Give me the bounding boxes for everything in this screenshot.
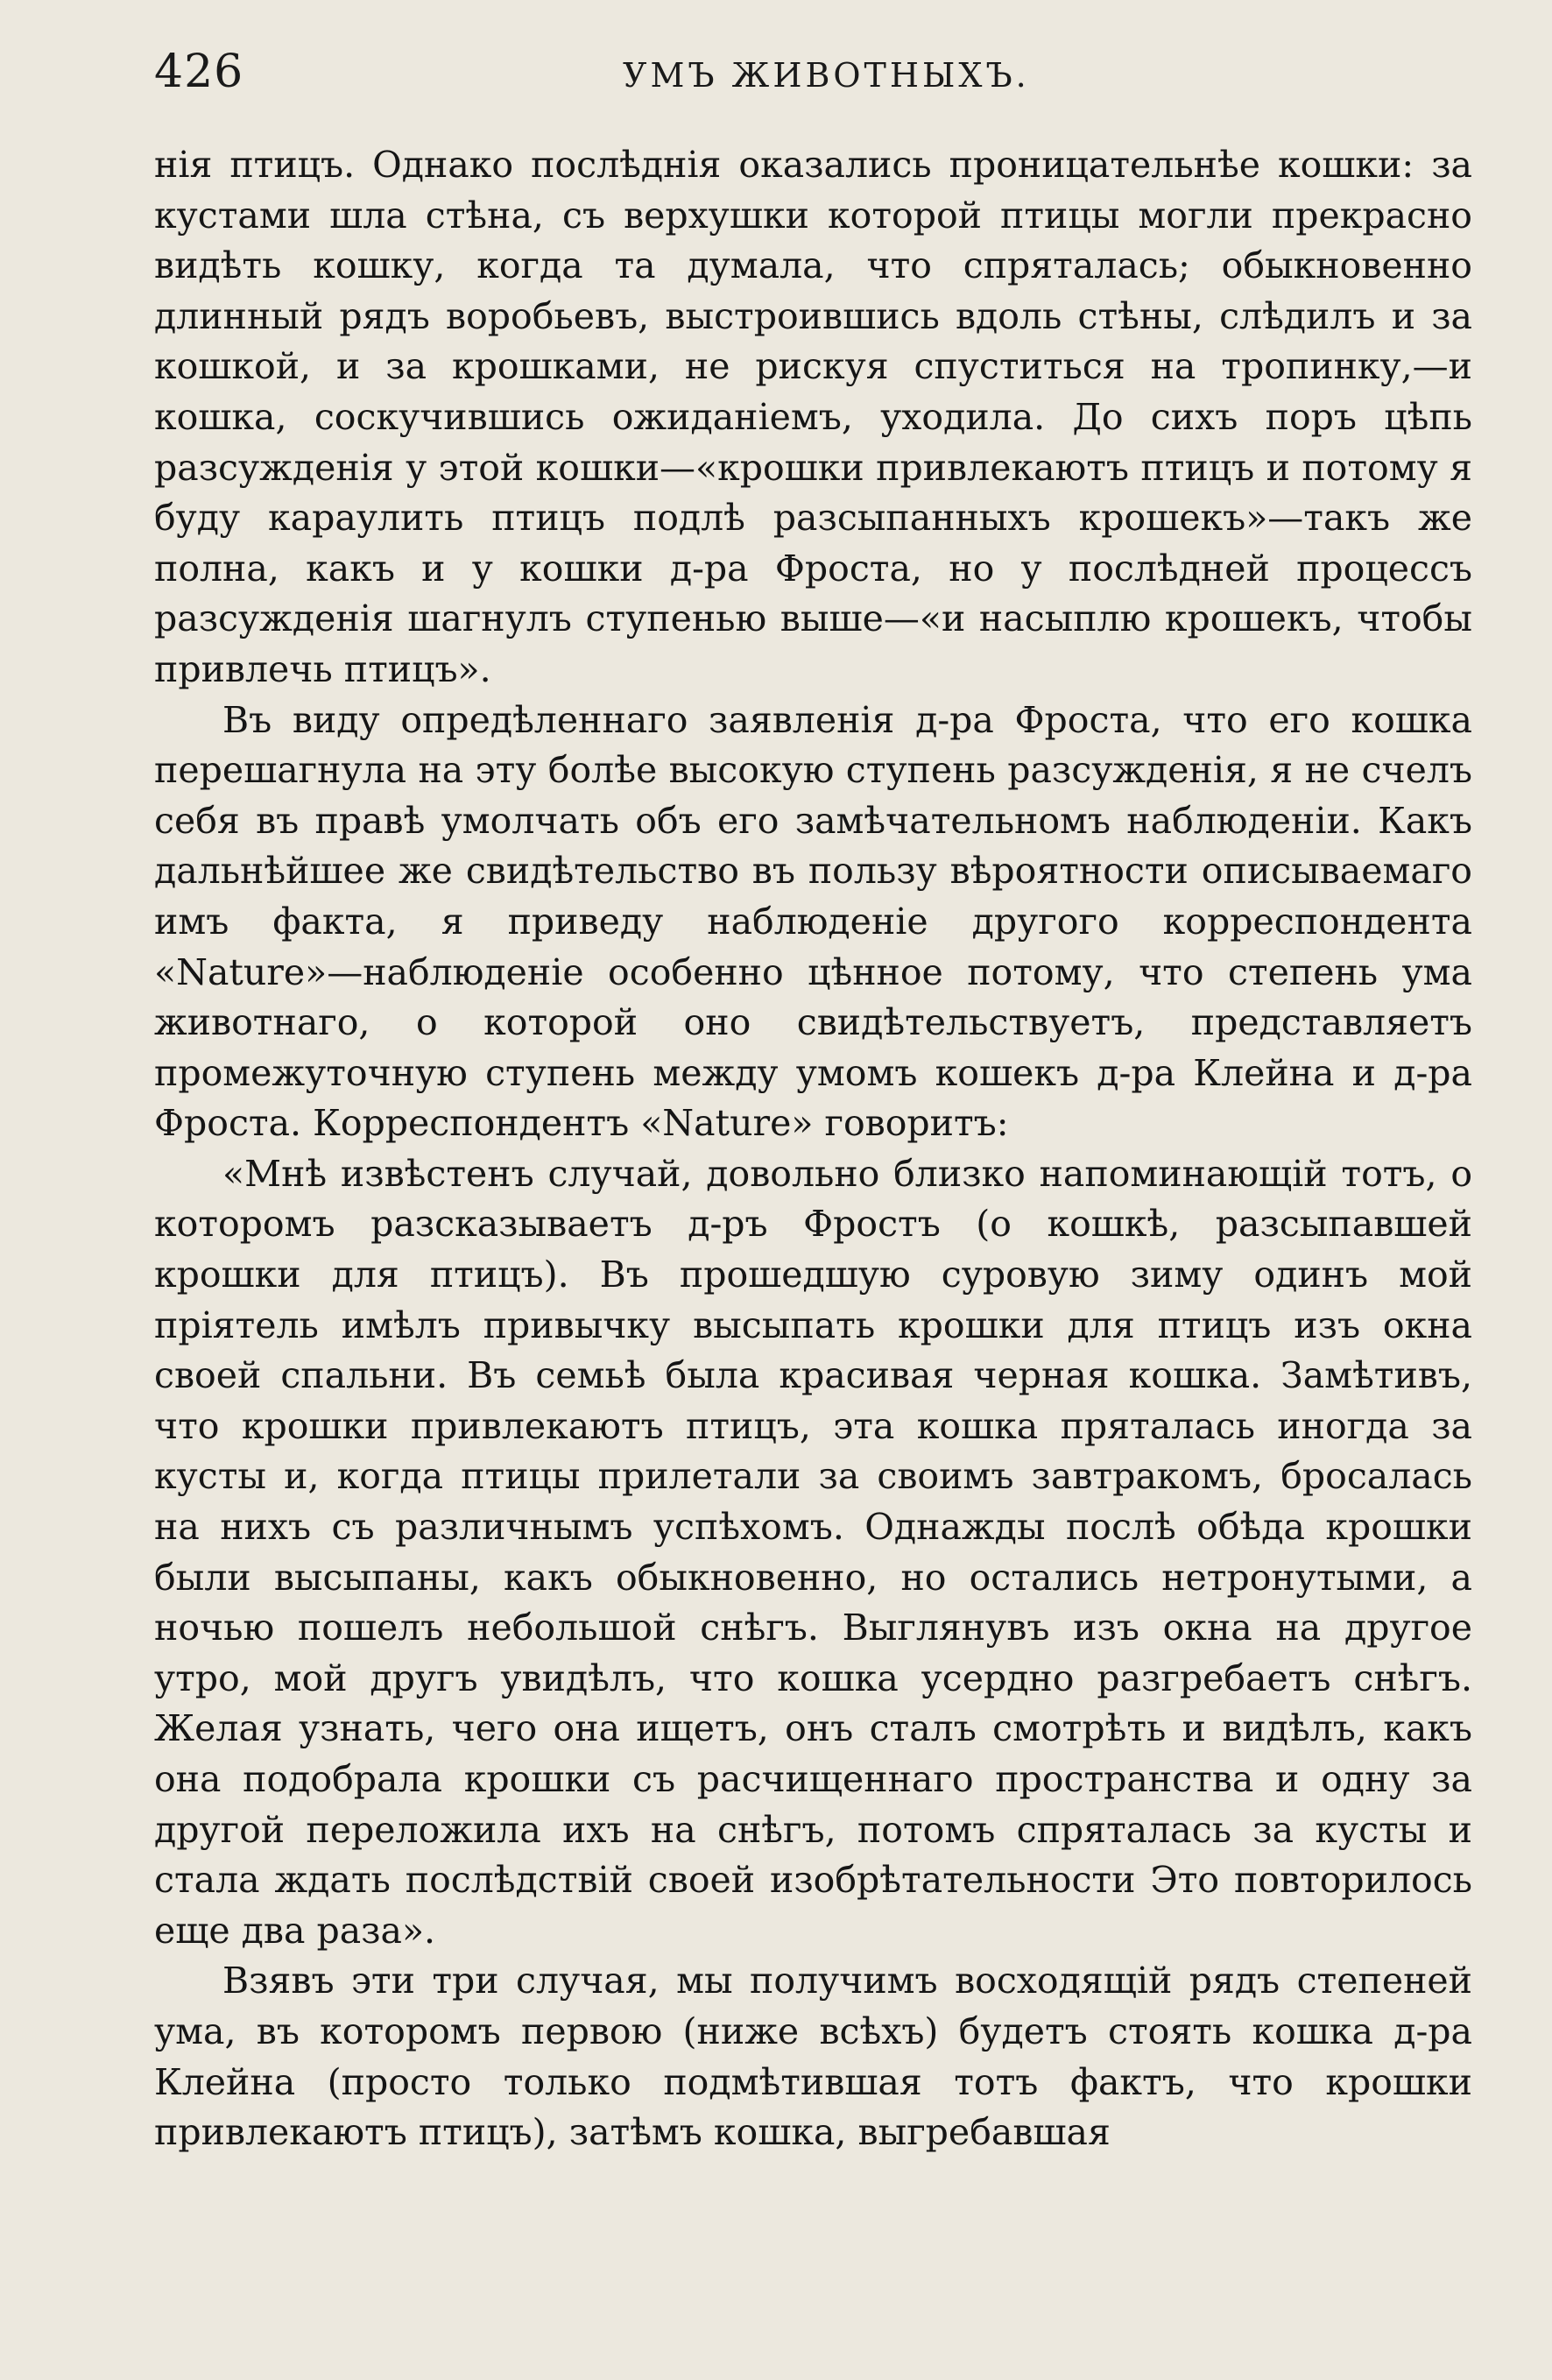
paragraph-continued: нія птицъ. Однако послѣднія оказались проницательнѣе кошки: за кустами шла стѣна, съ верхушки которой птицы могли прекрасно видѣть кошку, когда та думала, что спряталась; обыкновенно длинный рядъ воробьевъ, выстроившись вдоль стѣны, слѣдилъ и за кошкой, и за крошками, не рискуя спуститься на тропинку,—и кошка, соскучившись ожиданіемъ, уходила. До сихъ поръ цѣпь разсужденія у этой кошки—«крошки привлекаютъ птицъ и потому я буду караулить птицъ подлѣ разсыпанныхъ крошекъ»—такъ же полна, какъ и у кошки д-ра Фроста, но у послѣдней процессъ разсужденія шагнулъ ступенью выше—«и насыплю крошекъ, чтобы привлечь птицъ». <box>154 144 1472 690</box>
paragraph-frost-observation: Въ виду опредѣленнаго заявленія д-ра Фроста, что его кошка перешагнула на эту болѣе высокую ступень разсужденія, я не счелъ себя въ правѣ умолчать объ его замѣчательномъ наблюденіи. Какъ дальнѣйшее же свидѣтельство въ пользу вѣроятности описываемаго имъ факта, я приведу наблюденіе другого корреспондента «Nature»—наблюденіе особенно цѣнное потому, что степень ума животнаго, о которой оно свидѣтельствуетъ, представляетъ промежуточную ступень между умомъ кошекъ д-ра Клейна и д-ра Фроста. Корреспондентъ «Nature» говоритъ: <box>154 698 1472 1145</box>
page-number: 426 <box>154 46 244 98</box>
paragraph-three-cases: Взявъ эти три случая, мы получимъ восходящій рядъ степеней ума, въ которомъ первою (ниже всѣхъ) будетъ стоять кошка д-ра Клейна (просто только подмѣтившая тотъ фактъ, что крошки привлекаютъ птицъ), затѣмъ кошка, выгребавшая <box>154 1960 1472 2154</box>
page-header <box>154 46 1468 107</box>
paragraph-nature-quote: «Мнѣ извѣстенъ случай, довольно близко напоминающій тотъ, о которомъ разсказываетъ д-ръ Фростъ (о кошкѣ, разсыпавшей крошки для птицъ). Въ прошедшую суровую зиму одинъ мой пріятель имѣлъ привычку высыпать крошки для птицъ изъ окна своей спальни. Въ семьѣ была красивая черная кошка. Замѣтивъ, что крошки привлекаютъ птицъ, эта кошка пряталась иногда за кусты и, когда птицы прилетали за своимъ завтракомъ, бросалась на нихъ съ различнымъ успѣхомъ. Однажды послѣ обѣда крошки были высыпаны, какъ обыкновенно, но остались нетронутыми, а ночью пошелъ небольшой снѣгъ. Выглянувъ изъ окна на другое утро, мой другъ увидѣлъ, что кошка усердно разгребаетъ снѣгъ. Желая узнать, чего она ищетъ, онъ сталъ смотрѣть и видѣлъ, какъ она подобрала крошки съ расчищеннаго пространства и одну за другой переложила ихъ на снѣгъ, потомъ спряталась за кусты и стала ждать послѣдствій своей изобрѣтательности Это повторилось еще два раза». <box>154 1152 1472 1952</box>
running-head: УМЪ ЖИВОТНЫХЪ. <box>623 56 1030 95</box>
body-text <box>154 140 1472 2158</box>
